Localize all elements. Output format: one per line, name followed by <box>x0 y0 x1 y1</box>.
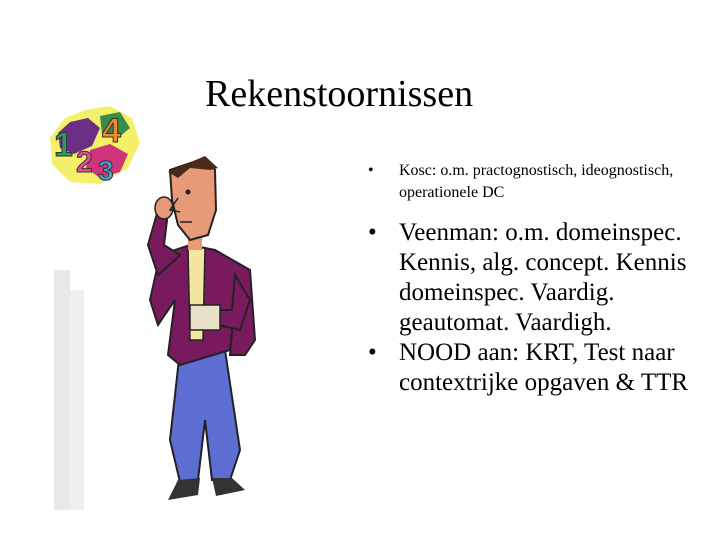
bullet-text: Kosc: o.m. practognostisch, ideognostisch, operationele DC <box>399 162 674 201</box>
svg-text:3: 3 <box>98 155 114 186</box>
bullet-dot: • <box>368 162 374 179</box>
svg-text:2: 2 <box>76 146 93 179</box>
bullet-item-veenman <box>368 218 698 338</box>
bullet-list <box>368 160 698 398</box>
bullet-dot: • <box>368 219 377 246</box>
svg-text:1: 1 <box>54 126 73 164</box>
bullet-item-kosc <box>368 160 698 204</box>
bullet-item-nood <box>368 338 698 398</box>
bullet-dot: • <box>368 339 377 366</box>
bullet-text: NOOD aan: KRT, Test naar contextrijke opgaven & TTR <box>399 339 689 396</box>
slide-title: Rekenstoornissen <box>205 73 474 115</box>
thinking-man-clipart-icon <box>40 150 280 530</box>
bullet-text: Veenman: o.m. domeinspec. Kennis, alg. concept. Kennis domeinspec. Vaardig. geautomat. Vaardigh. <box>399 219 687 336</box>
svg-text:4: 4 <box>102 112 121 150</box>
